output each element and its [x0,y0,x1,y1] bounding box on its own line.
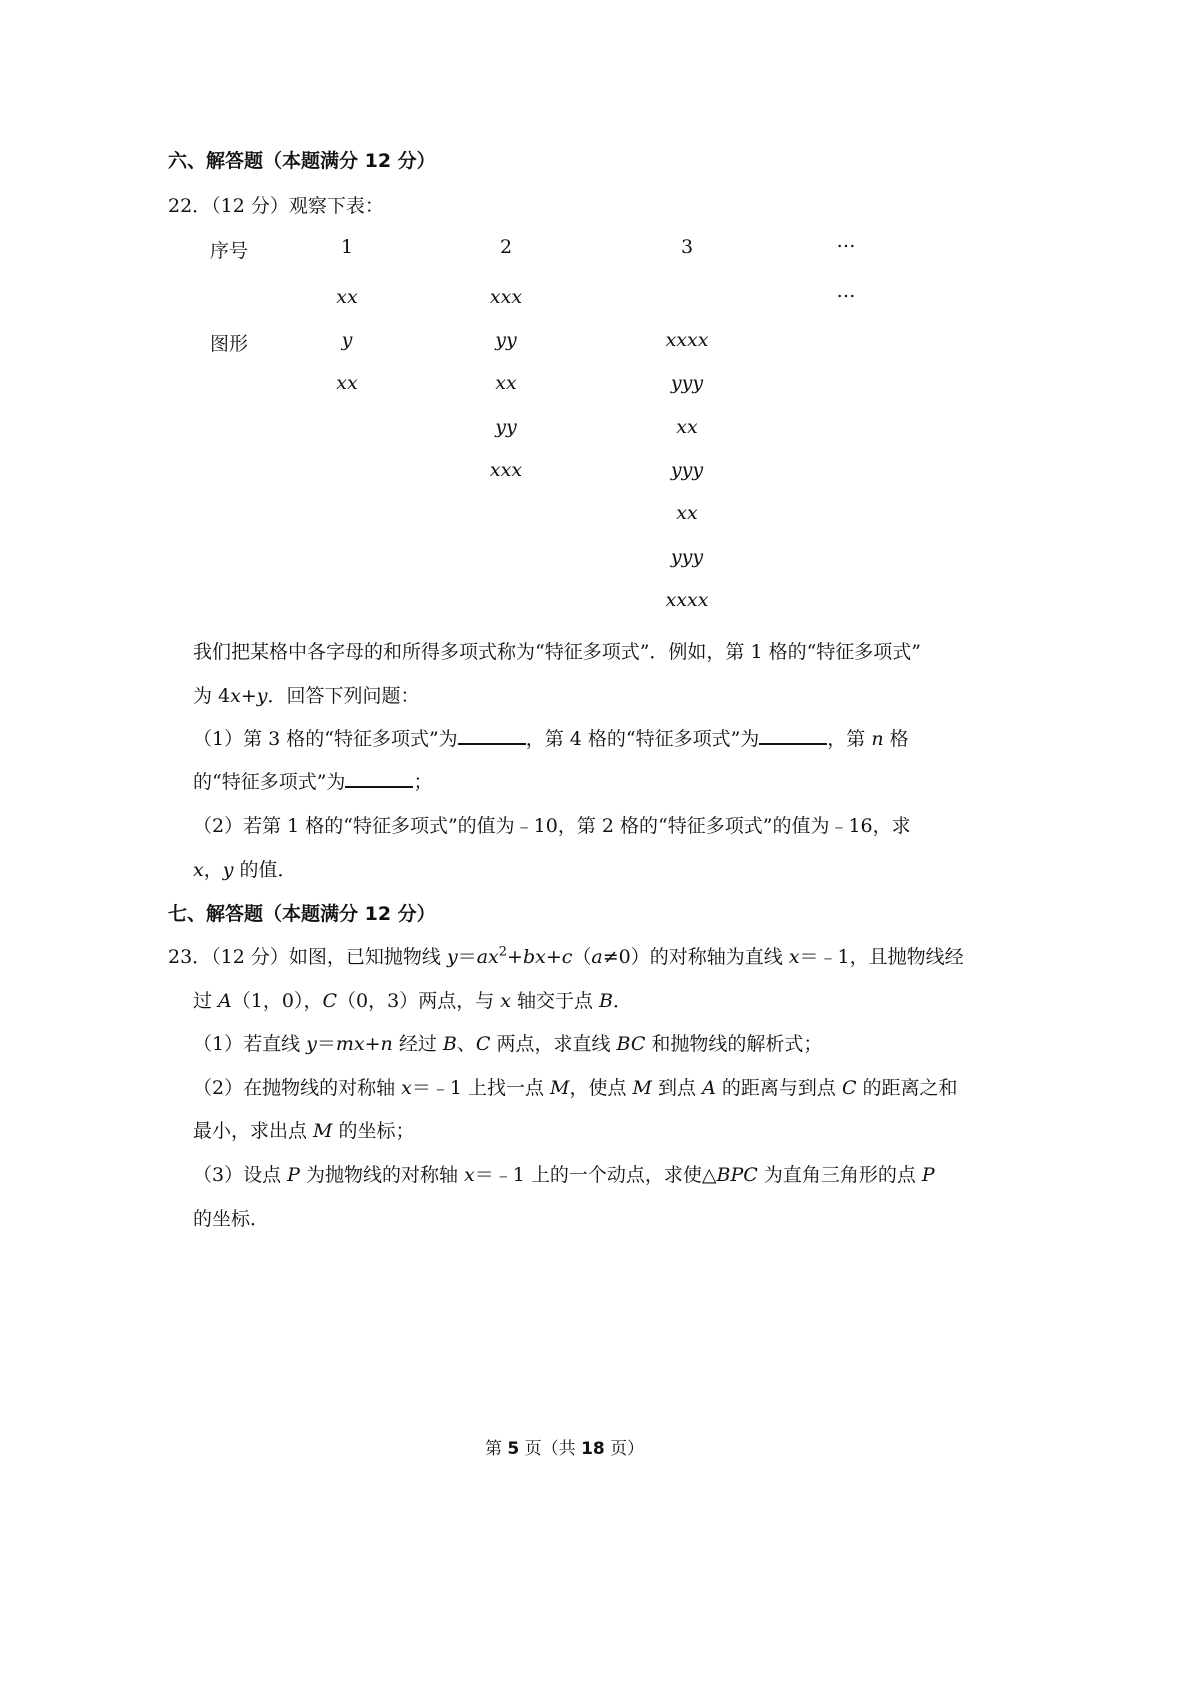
var-y: y [222,859,234,881]
text-seg: ＝ [316,1033,336,1055]
var-a: a [591,946,603,968]
text-seg: ＝﹣1，且抛物线经 [799,946,964,968]
var-c: c [561,946,573,968]
var-x: x [500,990,511,1012]
point-C: C [322,990,338,1012]
q23-part3-line1 [193,1160,935,1187]
col2-row3: xx [495,372,517,394]
text-seg: 为抛物线的对称轴 [299,1164,465,1186]
col1-row2: y [341,329,353,351]
text-seg: （2）在抛物线的对称轴 [193,1077,402,1099]
text-seg: + [507,946,523,968]
q23-line1 [168,942,964,969]
var-mx: mx [335,1033,365,1055]
text-seg: ≠0）的对称轴为直线 [602,946,789,968]
text-seg: ＝﹣1 上找一点 [411,1077,551,1099]
var-x: x [464,1164,475,1186]
col3-row5: xx [676,502,698,524]
point-M: M [550,1077,570,1099]
row-label-index: 序号 [210,240,249,262]
var-x: x [230,685,241,707]
text-seg: ，使点 [569,1077,633,1099]
text-seg: 到点 [652,1077,703,1099]
col1-row1: xx [336,286,358,308]
superscript: 2 [498,944,508,960]
index-3: 3 [680,236,694,258]
text-seg: + [240,685,257,707]
text-seg: ， [203,859,223,881]
footer-text: 页（共 [519,1439,582,1459]
var-y: y [256,685,268,707]
footer-text: 第 [485,1439,508,1459]
text-seg: 最小，求出点 [193,1120,314,1142]
q22-part1-line1 [193,724,909,751]
text-seg: ．回答下列问题： [267,685,420,707]
point-C: C [475,1033,491,1055]
var-x: x [193,859,204,881]
point-P: P [287,1164,300,1186]
var-x: x [401,1077,412,1099]
col3-row7: xxxx [665,589,709,611]
section-6-title: 六、解答题（本题满分 12 分） [168,150,436,172]
var-y: y [306,1033,317,1055]
text-seg: 为 4 [193,685,231,707]
point-M: M [632,1077,653,1099]
text-seg: （ [572,946,592,968]
q22-stem: 22．（12 分）观察下表： [168,195,384,217]
point-P: P [921,1164,935,1186]
index-2: 2 [499,236,513,258]
var-x: x [788,946,800,968]
col2-row4: yy [495,416,517,438]
text-seg: 的坐标； [332,1120,415,1142]
q23-line2 [193,986,632,1013]
var-ax: ax [476,946,499,968]
text-seg: ，第 [827,728,872,750]
text-seg: 为直角三角形的点 [757,1164,922,1186]
q22-part1-line2 [193,767,432,794]
line-BC: BC [616,1033,646,1055]
answer-blank-2[interactable] [759,725,827,745]
var-n: n [871,728,884,750]
section-7-title: 七、解答题（本题满分 12 分） [168,903,436,925]
point-M: M [313,1120,333,1142]
point-C: C [841,1077,857,1099]
col3-row3: xx [676,416,698,438]
text-seg: ，第 4 格的“特征多项式”为 [525,728,760,750]
q23-part2-line2 [193,1116,415,1143]
text-seg: （1）若直线 [193,1033,307,1055]
var-y: y [446,946,458,968]
q22-intro-line1: 我们把某格中各字母的和所得多项式称为“特征多项式”．例如，第 1 格的“特征多项式” [193,641,922,663]
col2-row5: xxx [489,459,523,481]
text-seg: （0，3）两点，与 [337,990,501,1012]
text-seg: ＝ [457,946,477,968]
text-seg: 23．（12 分）如图，已知抛物线 [168,946,447,968]
point-A: A [218,990,232,1012]
text-seg: （1）第 3 格的“特征多项式”为 [193,728,458,750]
text-seg: 的距离与到点 [715,1077,842,1099]
var-n: n [380,1033,393,1055]
text-seg: ； [413,771,433,793]
point-A: A [702,1077,716,1099]
col3-row2: yyy [670,372,704,394]
triangle-BPC: BPC [716,1164,758,1186]
text-seg: 和抛物线的解析式； [645,1033,823,1055]
col1-row3: xx [336,372,358,394]
text-seg: 的值． [233,859,297,881]
text-seg: （3）设点 [193,1164,288,1186]
text-seg: + [545,946,562,968]
q22-intro-line2 [193,681,420,708]
q22-part2-line2 [193,855,297,882]
q23-part2-line1 [193,1073,958,1100]
text-seg: 两点，求直线 [490,1033,617,1055]
text-seg: （1，0）， [231,990,323,1012]
col2-row1: xxx [489,286,523,308]
answer-blank-1[interactable] [458,725,526,745]
text-seg: 的距离之和 [856,1077,958,1099]
col3-row4: yyy [670,459,704,481]
index-ellipsis: … [836,230,856,252]
var-bx: bx [522,946,546,968]
q23-part3-line2: 的坐标． [193,1208,270,1230]
text-seg: 格 [883,728,909,750]
col3-row1: xxxx [665,329,709,351]
point-B: B [599,990,614,1012]
col2-row2: yy [495,329,517,351]
total-page-count: 18 [581,1439,605,1459]
text-seg: ＝﹣1 上的一个动点，求使△ [474,1164,717,1186]
text-seg: 的“特征多项式”为 [193,771,346,793]
page-footer [485,1434,644,1459]
footer-text: 页） [604,1439,645,1459]
text-seg: 过 [193,990,219,1012]
text-seg: ． [613,990,633,1012]
text-seg: + [364,1033,381,1055]
text-seg: 经过 [392,1033,443,1055]
current-page-number: 5 [507,1439,520,1459]
index-1: 1 [340,236,354,258]
answer-blank-3[interactable] [345,768,413,788]
q22-part2-line1: （2）若第 1 格的“特征多项式”的值为﹣10，第 2 格的“特征多项式”的值为﹣16，求 [193,815,911,837]
point-B: B [442,1033,457,1055]
text-seg: 轴交于点 [510,990,600,1012]
text-seg: 、 [456,1033,476,1055]
q23-part1 [193,1029,822,1056]
col4-ellipsis: … [836,280,856,302]
col3-row6: yyy [670,546,704,568]
row-label-figure: 图形 [210,333,249,355]
